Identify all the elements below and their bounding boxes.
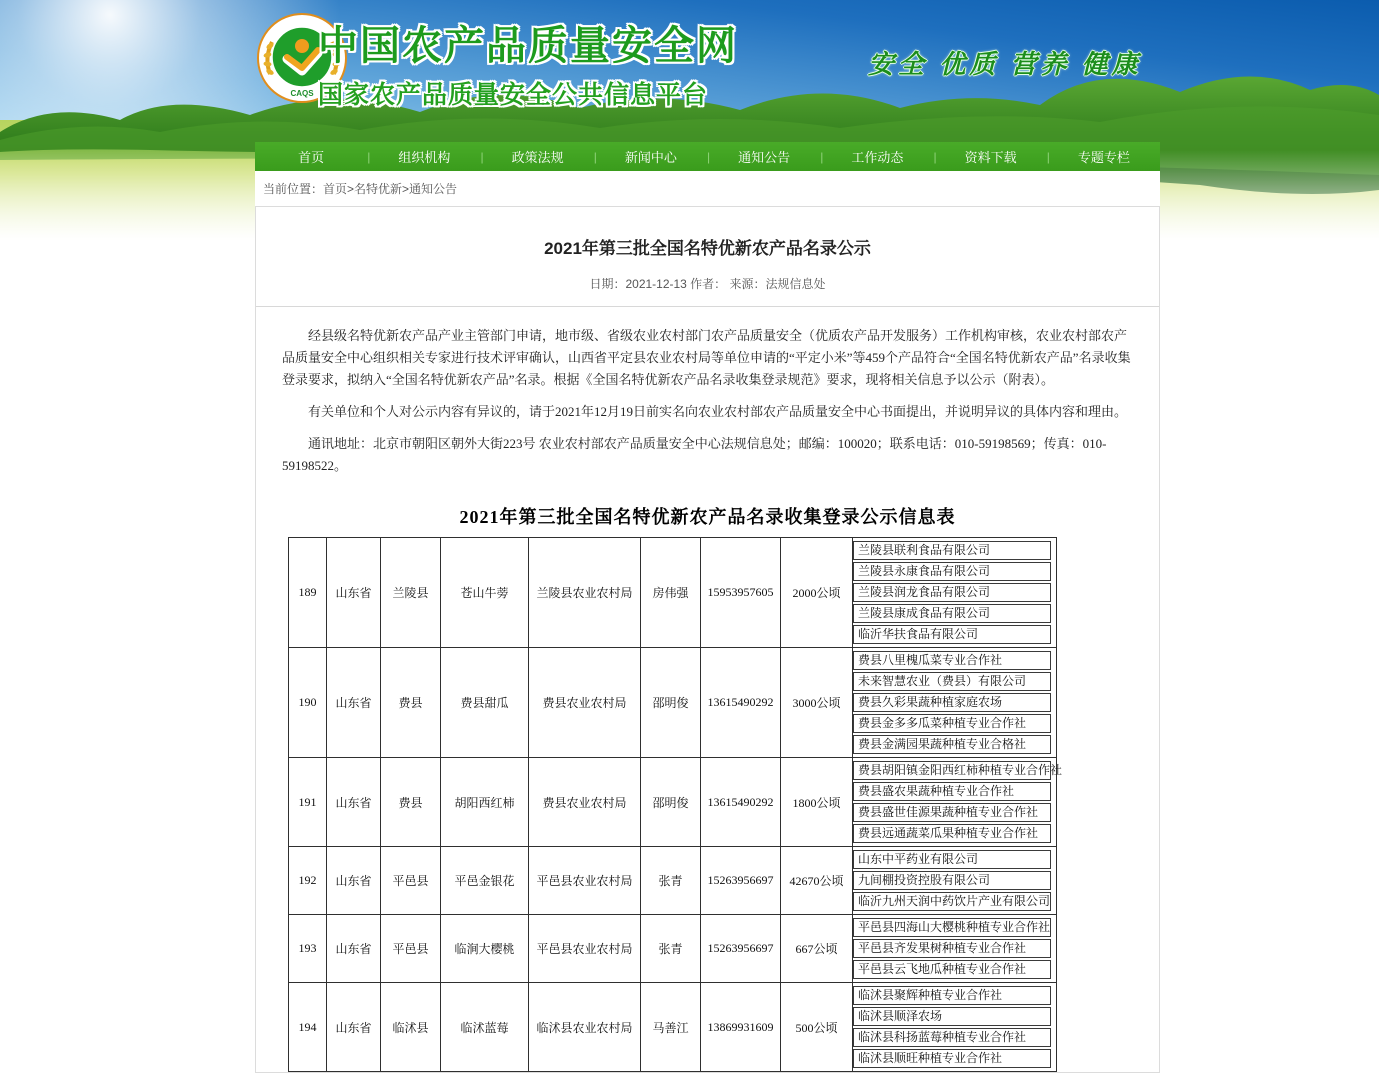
paragraph-2: 有关单位和个人对公示内容有异议的，请于2021年12月19日前实名向农业农村部农产品质量安全中心书面提出，并说明异议的具体内容和理由。 bbox=[308, 404, 1128, 419]
cell-companies bbox=[853, 648, 1057, 758]
company-item: 九间棚投资控股有限公司 bbox=[853, 871, 1051, 890]
table-row bbox=[289, 915, 1057, 983]
nav-separator: | bbox=[1046, 149, 1050, 164]
cell-bureau: 兰陵县农业农村局 bbox=[529, 538, 641, 648]
cell-no: 190 bbox=[289, 648, 327, 758]
nav-item-1[interactable]: 组织机构 bbox=[398, 150, 451, 165]
company-item: 山东中平药业有限公司 bbox=[853, 850, 1051, 869]
cell-bureau: 费县农业农村局 bbox=[529, 648, 641, 758]
nav-menu bbox=[255, 142, 1160, 171]
cell-no: 191 bbox=[289, 758, 327, 847]
table-row bbox=[289, 648, 1057, 758]
company-item: 费县盛世佳源果蔬种植专业合作社 bbox=[853, 803, 1051, 822]
cell-no: 193 bbox=[289, 915, 327, 983]
cell-county: 平邑县 bbox=[381, 915, 441, 983]
cell-area: 42670公顷 bbox=[781, 847, 853, 915]
cell-county: 兰陵县 bbox=[381, 538, 441, 648]
publicity-table bbox=[288, 537, 1063, 1072]
cell-companies bbox=[853, 758, 1063, 847]
site-title-block bbox=[318, 14, 738, 111]
main-column bbox=[255, 142, 1160, 1073]
company-item: 临沂华扶食品有限公司 bbox=[853, 625, 1051, 644]
company-item: 平邑县四海山大樱桃种植专业合作社 bbox=[853, 918, 1051, 937]
cell-bureau: 平邑县农业农村局 bbox=[529, 847, 641, 915]
cell-no: 189 bbox=[289, 538, 327, 648]
article-body bbox=[256, 307, 1159, 477]
cell-phone: 15263956697 bbox=[701, 915, 781, 983]
table-row bbox=[289, 983, 1057, 1072]
cell-area: 3000公顷 bbox=[781, 648, 853, 758]
company-item: 兰陵县永康食品有限公司 bbox=[853, 562, 1051, 581]
header-slogan: 安全 优质 营养 健康 bbox=[868, 49, 1142, 79]
nav-separator: | bbox=[820, 149, 824, 164]
company-item: 费县盛农果蔬种植专业合作社 bbox=[853, 782, 1051, 801]
article-content-box bbox=[255, 206, 1160, 1073]
cell-province: 山东省 bbox=[327, 758, 381, 847]
cell-contact: 张青 bbox=[641, 915, 701, 983]
company-item: 临沭县聚辉种植专业合作社 bbox=[853, 986, 1051, 1005]
company-item: 临沭县科扬蓝莓种植专业合作社 bbox=[853, 1028, 1051, 1047]
site-subtitle: 国家农产品质量安全公共信息平台 bbox=[318, 81, 709, 109]
nav-item-6[interactable]: 资料下载 bbox=[964, 150, 1017, 165]
company-item: 兰陵县润龙食品有限公司 bbox=[853, 583, 1051, 602]
cell-county: 费县 bbox=[381, 648, 441, 758]
cell-product: 苍山牛蒡 bbox=[441, 538, 529, 648]
cell-no: 194 bbox=[289, 983, 327, 1072]
cell-county: 平邑县 bbox=[381, 847, 441, 915]
cell-phone: 13615490292 bbox=[701, 758, 781, 847]
company-item: 费县金多多瓜菜种植专业合作社 bbox=[853, 714, 1051, 733]
cell-phone: 15263956697 bbox=[701, 847, 781, 915]
cell-contact: 房伟强 bbox=[641, 538, 701, 648]
cell-contact: 邵明俊 bbox=[641, 758, 701, 847]
company-item: 费县远通蔬菜瓜果种植专业合作社 bbox=[853, 824, 1051, 843]
publicity-table-wrap bbox=[288, 537, 1159, 1072]
cell-product: 费县甜瓜 bbox=[441, 648, 529, 758]
breadcrumb: 当前位置：首页>名特优新>通知公告 bbox=[263, 182, 458, 196]
table-row bbox=[289, 758, 1057, 847]
company-item: 兰陵县康成食品有限公司 bbox=[853, 604, 1051, 623]
nav-item-3[interactable]: 新闻中心 bbox=[624, 150, 677, 165]
nav-separator: | bbox=[933, 149, 937, 164]
cell-bureau: 平邑县农业农村局 bbox=[529, 915, 641, 983]
company-item: 费县久彩果蔬种植家庭农场 bbox=[853, 693, 1051, 712]
cell-area: 667公顷 bbox=[781, 915, 853, 983]
cell-county: 费县 bbox=[381, 758, 441, 847]
cell-province: 山东省 bbox=[327, 983, 381, 1072]
nav-item-7[interactable]: 专题专栏 bbox=[1077, 150, 1130, 165]
cell-province: 山东省 bbox=[327, 648, 381, 758]
company-item: 费县金满园果蔬种植专业合格社 bbox=[853, 735, 1051, 754]
cell-area: 1800公顷 bbox=[781, 758, 853, 847]
company-item: 平邑县齐发果树种植专业合作社 bbox=[853, 939, 1051, 958]
cell-bureau: 费县农业农村局 bbox=[529, 758, 641, 847]
company-item: 费县八里槐瓜菜专业合作社 bbox=[853, 651, 1051, 670]
company-item: 兰陵县联利食品有限公司 bbox=[853, 541, 1051, 560]
table-title: 2021年第三批全国名特优新农产品名录收集登录公示信息表 bbox=[459, 507, 956, 527]
cell-phone: 13869931609 bbox=[701, 983, 781, 1072]
nav-item-5[interactable]: 工作动态 bbox=[851, 150, 904, 165]
cell-phone: 15953957605 bbox=[701, 538, 781, 648]
nav-separator: | bbox=[367, 149, 371, 164]
company-item: 未来智慧农业（费县）有限公司 bbox=[853, 672, 1051, 691]
paragraph-1: 经县级名特优新农产品产业主管部门申请，地市级、省级农业农村部门农产品质量安全（优质农产品开发服务）工作机构审核，农业农村部农产品质量安全中心组织相关专家进行技术评审确认，山西省平定县农业农村局等单位申请的“平定小米”等459个产品符合“全国名特优新农产品”名录收集登录要求，拟纳入“全国名特优新农产品”名录。根据《全国名特优新农产品名录收集登录规范》要求，现将相关信息予以公示（附表）。 bbox=[282, 328, 1131, 387]
cell-bureau: 临沭县农业农村局 bbox=[529, 983, 641, 1072]
company-item: 临沭县顺泽农场 bbox=[853, 1007, 1051, 1026]
site-title: 中国农产品质量安全网 bbox=[318, 24, 738, 68]
cell-product: 胡阳西红柿 bbox=[441, 758, 529, 847]
table-row bbox=[289, 847, 1057, 915]
nav-separator: | bbox=[480, 149, 484, 164]
cell-companies bbox=[853, 538, 1057, 648]
cell-product: 平邑金银花 bbox=[441, 847, 529, 915]
cell-companies bbox=[853, 847, 1057, 915]
cell-province: 山东省 bbox=[327, 915, 381, 983]
nav-item-0[interactable]: 首页 bbox=[298, 150, 325, 165]
cell-companies bbox=[853, 983, 1057, 1072]
company-item: 临沂九州天润中药饮片产业有限公司 bbox=[853, 892, 1051, 911]
company-item: 费县胡阳镇金阳西红柿种植专业合作社 bbox=[853, 761, 1051, 780]
nav-item-2[interactable]: 政策法规 bbox=[511, 150, 564, 165]
logo-caqs-text: CAQS bbox=[290, 89, 314, 98]
table-row bbox=[289, 538, 1057, 648]
cell-product: 临涧大樱桃 bbox=[441, 915, 529, 983]
nav-separator: | bbox=[707, 149, 711, 164]
paragraph-3: 通讯地址：北京市朝阳区朝外大街223号 农业农村部农产品质量安全中心法规信息处；邮编：100020；联系电话：010-59198569；传真：010-59198522。 bbox=[282, 436, 1107, 473]
article-title: 2021年第三批全国名特优新农产品名录公示 bbox=[544, 239, 871, 258]
cell-contact: 马善江 bbox=[641, 983, 701, 1072]
cell-area: 500公顷 bbox=[781, 983, 853, 1072]
publicity-table-body bbox=[289, 538, 1063, 1072]
cell-no: 192 bbox=[289, 847, 327, 915]
cell-area: 2000公顷 bbox=[781, 538, 853, 648]
cell-county: 临沭县 bbox=[381, 983, 441, 1072]
nav-separator: | bbox=[593, 149, 597, 164]
cell-companies bbox=[853, 915, 1057, 983]
nav-item-4[interactable]: 通知公告 bbox=[738, 150, 791, 165]
article-meta: 日期：2021-12-13 作者： 来源：法规信息处 bbox=[589, 277, 826, 291]
company-item: 临沭县顺旺种植专业合作社 bbox=[853, 1049, 1051, 1068]
cell-contact: 邵明俊 bbox=[641, 648, 701, 758]
company-item: 平邑县云飞地瓜种植专业合作社 bbox=[853, 960, 1051, 979]
cell-product: 临沭蓝莓 bbox=[441, 983, 529, 1072]
breadcrumb-bar bbox=[255, 171, 1160, 206]
cell-province: 山东省 bbox=[327, 538, 381, 648]
cell-phone: 13615490292 bbox=[701, 648, 781, 758]
cell-province: 山东省 bbox=[327, 847, 381, 915]
cell-contact: 张青 bbox=[641, 847, 701, 915]
